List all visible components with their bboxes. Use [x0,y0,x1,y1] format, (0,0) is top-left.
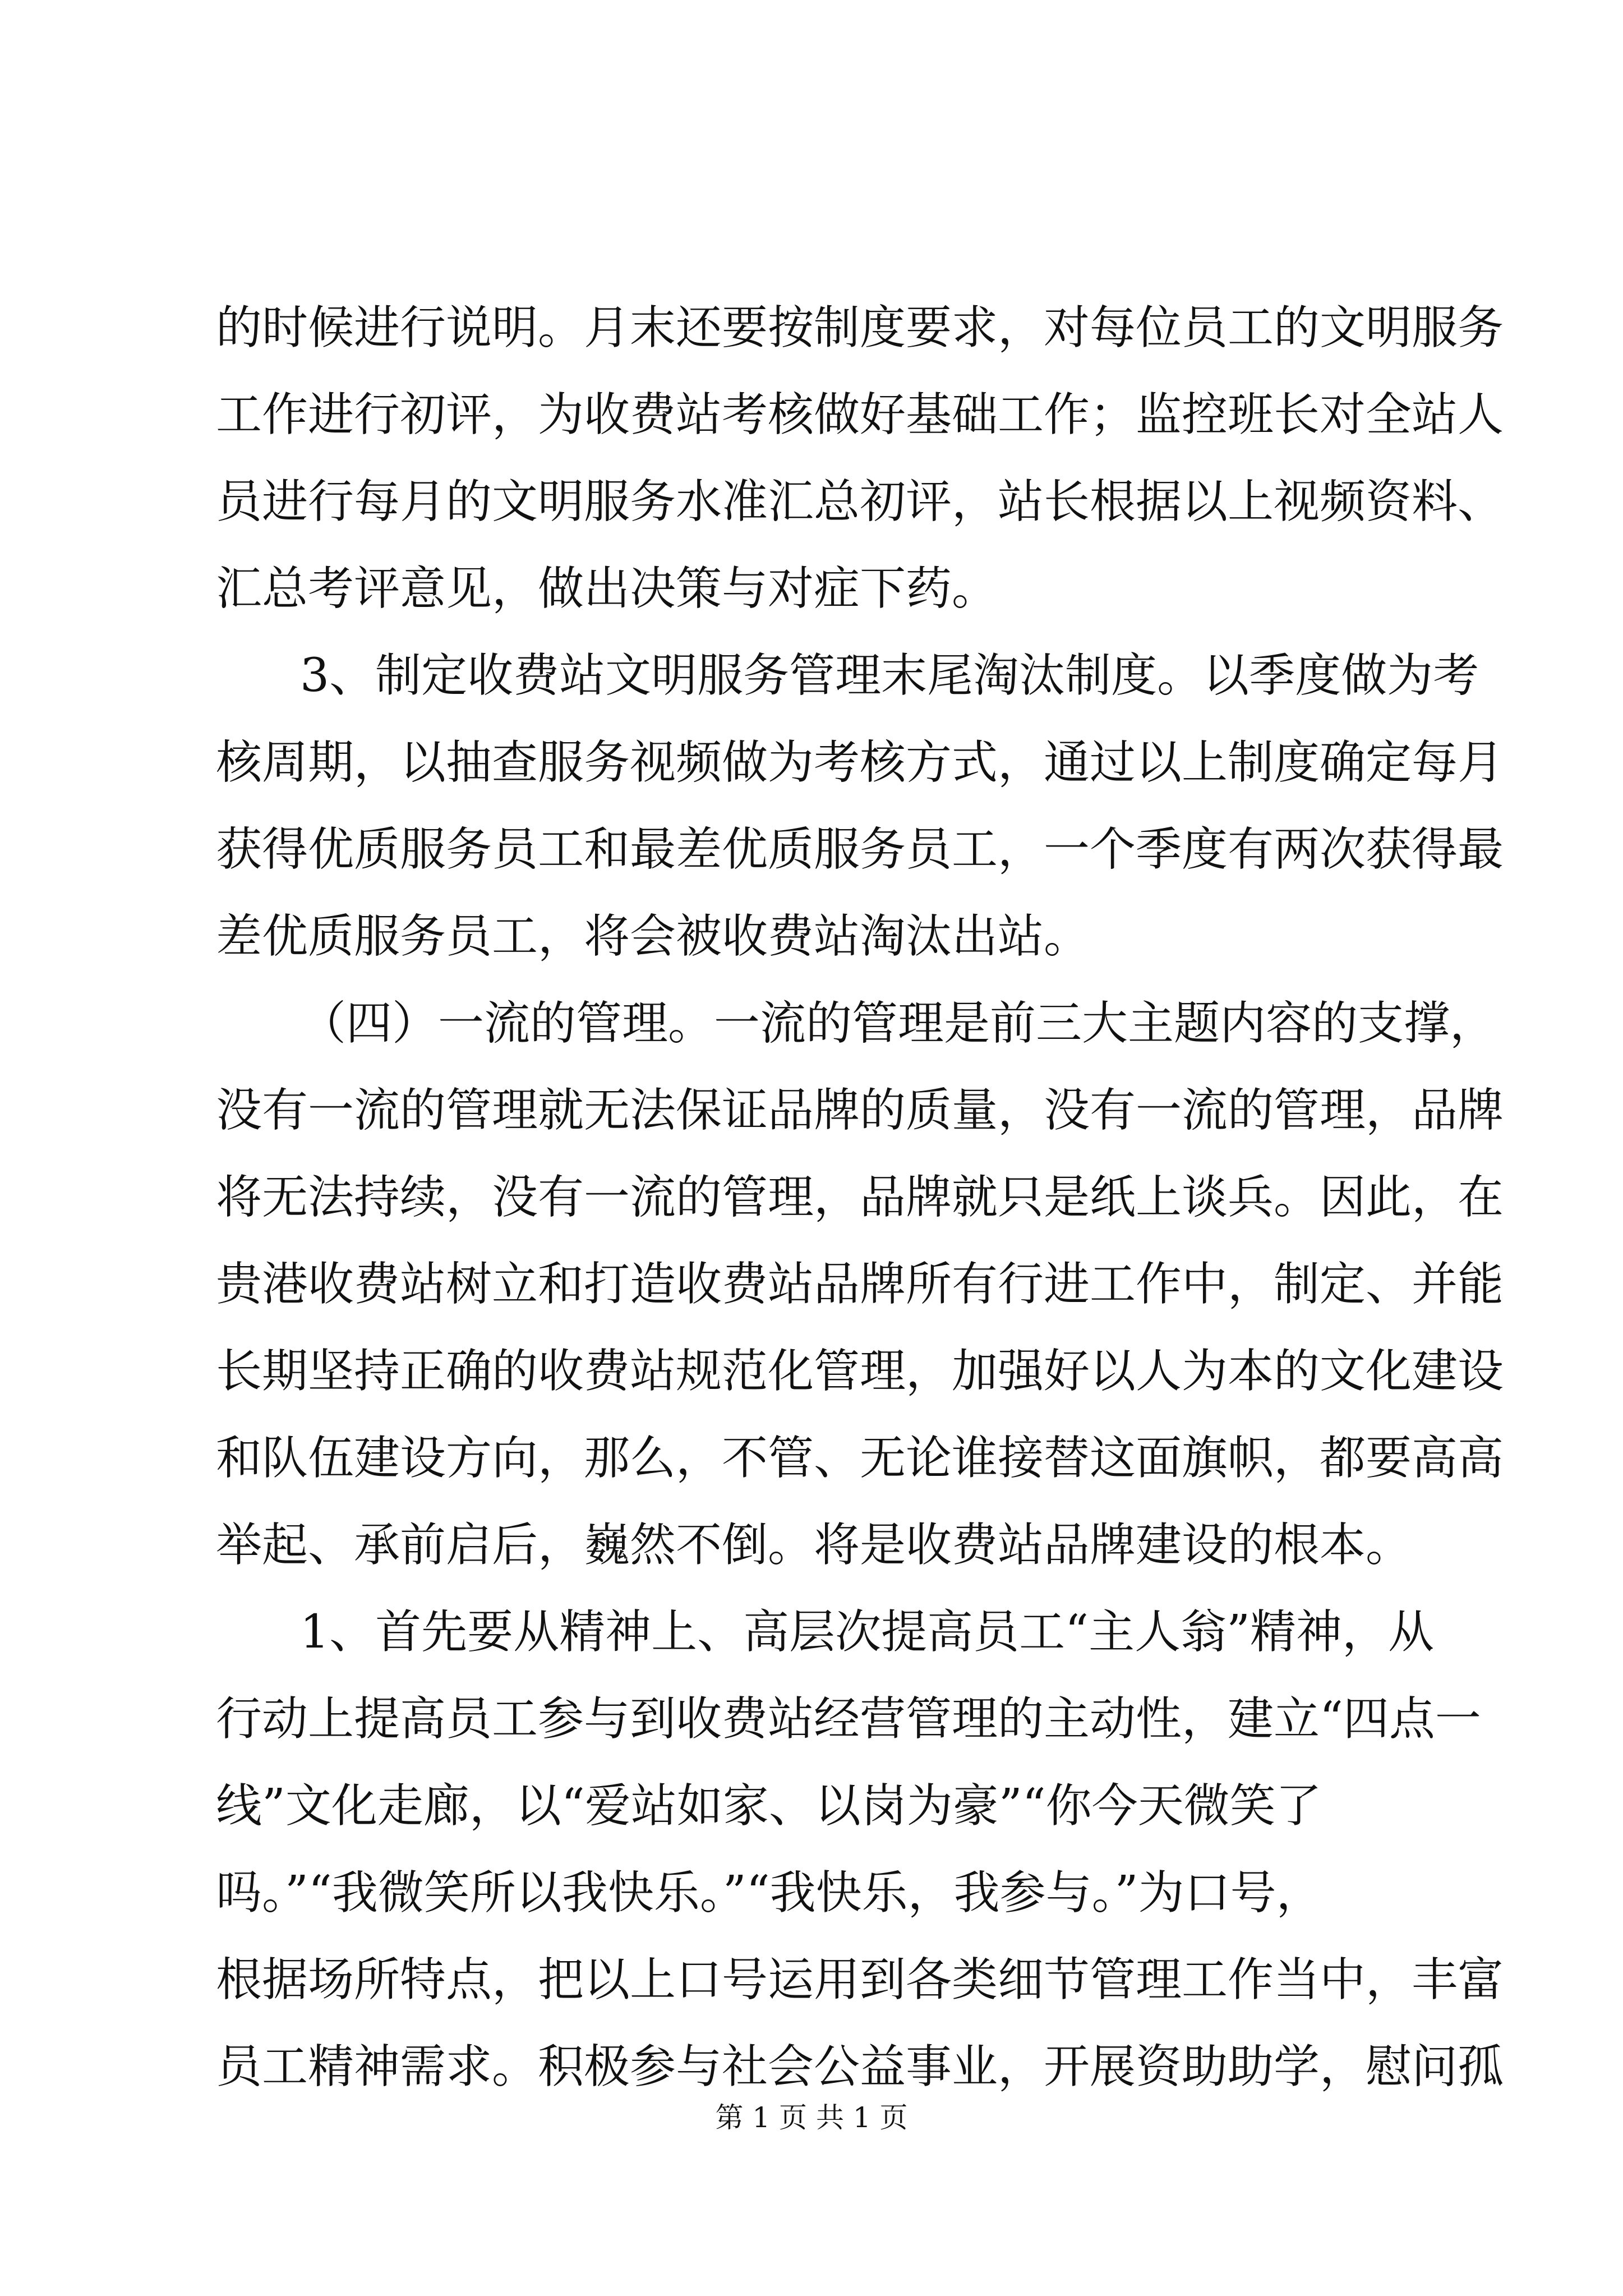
body-line: 没有一流的管理就无法保证品牌的质量，没有一流的管理，品牌 [216,1084,1504,1137]
body-line: 长期坚持正确的收费站规范化管理，加强好以人为本的文化建设 [216,1345,1504,1398]
body-line: 员工精神需求。积极参与社会公益事业，开展资助助学，慰问孤 [216,2040,1504,2093]
body-line: 根据场所特点，把以上口号运用到各类细节管理工作当中，丰富 [216,1953,1504,2007]
body-line: 工作进行初评，为收费站考核做好基础工作；监控班长对全站人 [216,388,1504,441]
body-line: 核周期，以抽查服务视频做为考核方式，通过以上制度确定每月 [216,736,1504,789]
body-line: 汇总考评意见，做出决策与对症下药。 [216,562,998,615]
body-line: 将无法持续，没有一流的管理，品牌就只是纸上谈兵。因此，在 [216,1171,1504,1224]
page-footer: 第 1 页 共 1 页 [715,2101,908,2134]
body-line: 获得优质服务员工和最差优质服务员工，一个季度有两次获得最 [216,823,1504,876]
body-line: 员进行每月的文明服务水准汇总初评，站长根据以上视频资料、 [216,475,1504,528]
body-line: 举起、承前启后，巍然不倒。将是收费站品牌建设的根本。 [216,1519,1412,1572]
paragraph-first-line: （四）一流的管理。一流的管理是前三大主题内容的支撑， [300,997,1496,1050]
body-line: 差优质服务员工，将会被收费站淘汰出站。 [216,910,1090,963]
body-line: 贵港收费站树立和打造收费站品牌所有行进工作中，制定、并能 [216,1258,1504,1311]
paragraph-first-line: 1、首先要从精神上、高层次提高员工“主人翁”精神，从 [300,1605,1435,1659]
paragraph-first-line: 3、制定收费站文明服务管理末尾淘汰制度。以季度做为考 [300,649,1479,702]
body-line: 行动上提高员工参与到收费站经营管理的主动性，建立“四点一 [216,1692,1481,1746]
body-line: 吗。”“我微笑所以我快乐。”“我快乐，我参与。”为口号， [216,1866,1322,1920]
body-line: 的时候进行说明。月末还要按制度要求，对每位员工的文明服务 [216,301,1504,355]
body-line: 线”文化走廊，以“爱站如家、以岗为豪”“你今天微笑了 [216,1779,1322,1833]
body-line: 和队伍建设方向，那么，不管、无论谁接替这面旗帜，都要高高 [216,1432,1504,1485]
